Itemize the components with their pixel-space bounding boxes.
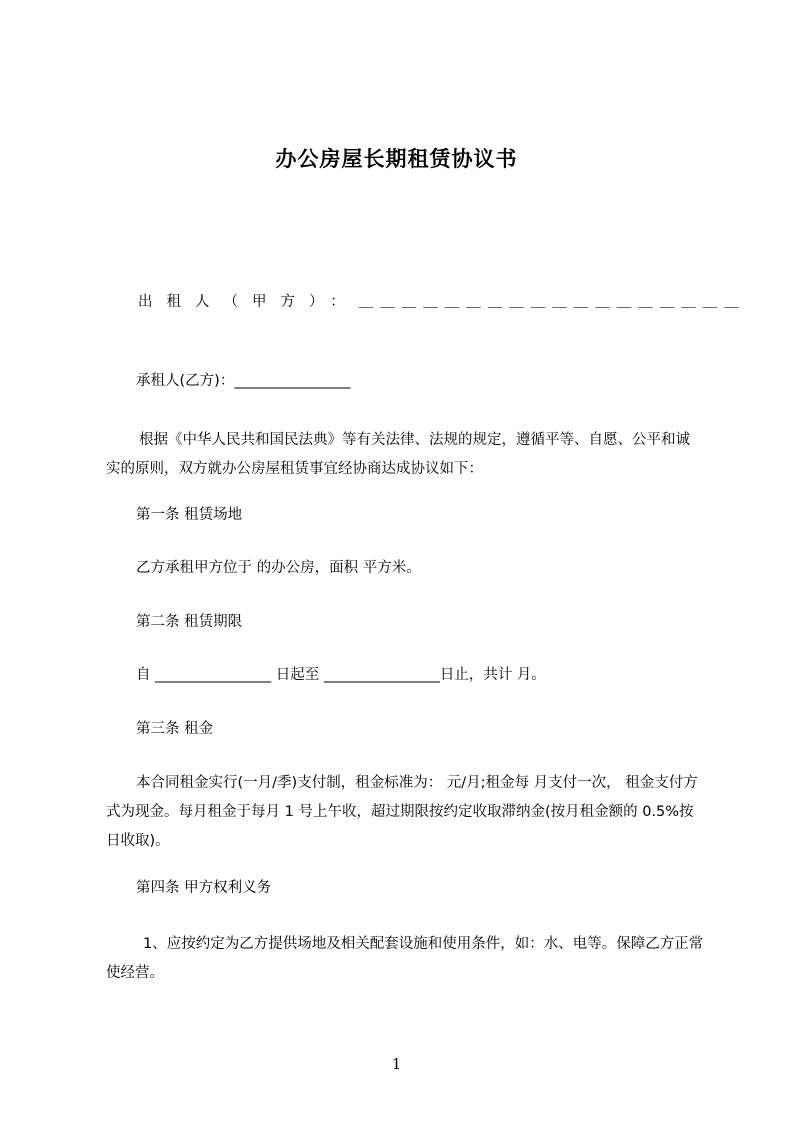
article3-title: 第三条 租金 xyxy=(136,721,214,737)
lessee-line: 承租人(乙方)：________________ xyxy=(136,373,351,389)
document-title: 办公房屋长期租赁协议书 xyxy=(275,147,518,171)
page-number: 1 xyxy=(391,1055,402,1073)
article2-body: 自 ________________ 日起至 ________________日止，共计 月。 xyxy=(136,667,546,683)
lessor-label: 出租人（甲方）： xyxy=(138,294,359,310)
article1-body: 乙方承租甲方位于 的办公房，面积 平方米。 xyxy=(136,560,421,576)
article3-body: 本合同租金实行(一月/季)支付制，租金标准为： 元/月;租金每 月支付一次， 租金支付方式为现金。每月租金于每月 1 号上午收，超过期限按约定收取滞纳金(按月租金额的 0.5%按日收取)。 xyxy=(106,775,698,849)
preamble-paragraph: 根据《中华人民共和国民法典》等有关法律、法规的规定，遵循平等、自愿、公平和诚实的原则，双方就办公房屋租赁事宜经协商达成协议如下： xyxy=(106,432,690,477)
lessor-blank: ＿＿＿＿＿＿＿＿＿＿＿＿＿＿＿＿＿＿ xyxy=(358,294,746,310)
article4-title: 第四条 甲方权利义务 xyxy=(136,880,272,896)
article4-item1: 1、应按约定为乙方提供场地及相关配套设施和使用条件，如：水、电等。保障乙方正常使经营。 xyxy=(106,936,704,981)
article2-title: 第二条 租赁期限 xyxy=(136,614,243,630)
lessor-line xyxy=(138,292,746,312)
article1-title: 第一条 租赁场地 xyxy=(136,507,243,523)
